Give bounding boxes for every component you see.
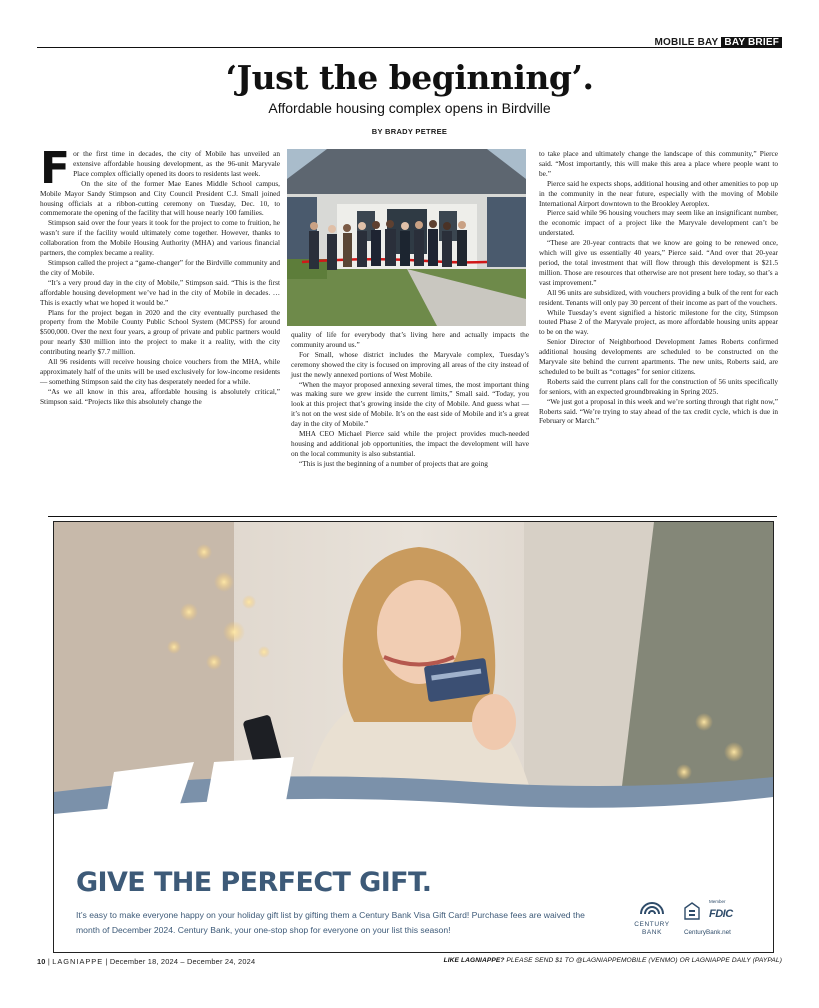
century-bank-logo-icon: [639, 902, 665, 916]
article-paragraph: “It’s a very proud day in the city of Mobile,” Stimpson said. “This is the first affordable housing development we’ve had in the city of Mobile in decades. … This is exactly what we hoped it would be.”: [40, 277, 280, 307]
article-paragraph: Roberts said the current plans call for the construction of 56 units specifically for seniors, with an expected groundbreaking in Spring 2025.: [539, 376, 778, 396]
equal-housing-lender-icon: [684, 902, 700, 920]
article-paragraph: “These are 20-year contracts that we know are going to be renewed once, which will give us essentially 40 years,” Pierce said. “And over that 20-year period, the total investment that will flow through this development is $21.5 million. Those are resources that otherwise are not present here today, so that’s a vast improvement.”: [539, 238, 778, 287]
article-paragraph: For the first time in decades, the city of Mobile has unveiled an extensive affordable housing development, as the 96-unit Maryvale Place complex officially opened its doors to residents last week.: [40, 143, 280, 194]
article-byline: BY BRADY PETREE: [371, 127, 448, 136]
ribbon-cutting-photo: [287, 149, 526, 326]
article-paragraph: to take place and ultimately change the landscape of this community,” Pierce said. “Most importantly, this will make this area a place where people want to be.”: [539, 149, 778, 178]
article-subhead: Affordable housing complex opens in Birdville: [268, 100, 551, 116]
logo-line-1: CENTURY: [634, 921, 670, 928]
article-paragraph: All 96 units are subsidized, with vouchers providing a bulk of the rent for each resident. Tenants will only pay 30 percent of their income as part of the vouchers.: [539, 287, 778, 307]
page-number: 10: [37, 957, 46, 966]
section-label: [655, 37, 782, 48]
article-column-2: [291, 330, 529, 469]
article-paragraph: Plans for the project began in 2020 and the city eventually purchased the property from the Mobile County Public School System (MCPSS) for around $500,000. Over the next four years, a group of private and public partners would pour nearly $30 million into the project to make it a reality, with the city contributing nearly $7.7 million.: [40, 307, 280, 357]
article-paragraph: Stimpson said over the four years it took for the project to come to fruition, he wasn’t sure if the facility would ultimately come together. However, thanks to collaboration from the Mobile Housing Authority (MHA) and various financial partners, the complex became a reality.: [40, 218, 280, 258]
ad-divider: [48, 516, 777, 517]
issue-dates: December 18, 2024 – December 24, 2024: [109, 957, 256, 966]
article-paragraph: “We just got a proposal in this week and we’re sorting through that right now,” Roberts said. “We’re trying to stay ahead of the tax credit cycle, which is due in February or March.”: [539, 396, 778, 426]
article-paragraph: MHA CEO Michael Pierce said while the project provides much-needed housing and additional job opportunities, the impact the development will have on the local community is also substantial.: [291, 429, 529, 458]
article-paragraph: Pierce said he expects shops, additional housing and other amenities to pop up in the community in the near future, especially with the moving of Mobile International Airport downtown to the Brookley Aeroplex.: [539, 178, 778, 208]
article-paragraph: Senior Director of Neighborhood Development James Roberts confirmed additional housing developments are scheduled to be constructed on the Maryvale site behind the current apartments. The new units, Roberts said, are scheduled to be built as “cottages” for senior citizens.: [539, 337, 778, 376]
article-column-1: [40, 143, 280, 407]
ribbon-cutting-illustration: [287, 149, 526, 326]
section-name: MOBILE BAY: [654, 37, 719, 48]
fdic-label: FDIC: [709, 908, 733, 920]
page-footer-right: [444, 957, 782, 964]
century-bank-ad: [53, 521, 774, 953]
article-paragraph: quality of life for everybody that’s living here and actually impacts the community around us.”: [291, 330, 529, 349]
logo-line-2: BANK: [641, 928, 663, 936]
footer-cta-text: PLEASE SEND $1 TO @LAGNIAPPEMOBILE (VENMO) OR LAGNIAPPE DAILY (PAYPAL): [504, 957, 782, 964]
page-footer-left: 10 | LAGNIAPPE | December 18, 2024 – December 24, 2024: [37, 957, 256, 966]
article-paragraph: On the site of the former Mae Eanes Middle School campus, Mobile Mayor Sandy Stimpson and City Council President C.J. Small joined housing officials at a ribbon-cutting ceremony on Tuesday, Dec. 10, to commemorate the opening of the facility that will house nearly 100 families.: [40, 178, 280, 218]
article-paragraph: All 96 residents will receive housing choice vouchers from the MHA, while approximately half of the units will be used exclusively for low-income residents — something Stimpson said the city has desperately needed for a while.: [40, 357, 280, 386]
publication-name: LAGNIAPPE: [52, 957, 104, 966]
ad-gift-card-photo: [54, 522, 773, 852]
article-column-3: [539, 149, 778, 426]
ad-website-link[interactable]: CenturyBank.net: [684, 929, 731, 936]
footer-cta-bold: LIKE LAGNIAPPE?: [443, 957, 505, 964]
article-paragraph: Pierce said while 96 housing vouchers may seem like an insignificant number, the economic impact of a project like the Maryvale development can’t be understated.: [539, 208, 778, 238]
fdic-member-label: Member: [709, 899, 726, 904]
article-paragraph: For Small, whose district includes the Maryvale complex, Tuesday’s ceremony showed the city is focused on improving all areas of the city instead of just the newly annexed portions of West Mobile.: [291, 349, 529, 379]
section-tag: BAY BRIEF: [721, 37, 782, 48]
ad-body-text: It’s easy to make everyone happy on your holiday gift list by gifting them a Century Bank Visa Gift Card! Purchase fees are waived the month of December 2024. Century Bank, your one-stop shop for everyone on your list this season!: [76, 910, 585, 935]
article-paragraph: Stimpson called the project a “game-changer” for the Birdville community and the city of Mobile.: [40, 257, 280, 277]
century-bank-logo: [626, 902, 678, 936]
ad-headline: GIVE THE PERFECT GIFT.: [76, 867, 432, 898]
article-paragraph: While Tuesday’s event signified a historic milestone for the city, Stimpson touted Phase 2 of the Maryvale project, as more affordable housing units appear to be on the way.: [539, 307, 778, 337]
article-paragraph: “As we all know in this area, affordable housing is absolutely critical,” Stimpson said. “Projects like this absolutely change the: [40, 386, 280, 406]
article-headline: ‘Just the beginning’.: [225, 58, 594, 97]
drop-cap: F: [40, 143, 71, 194]
fdic-badge: [709, 899, 733, 922]
article-paragraph: “When the mayor proposed annexing several times, the most important thing was making sure we grew inside the current limits,” Small said. “Today, you look at this project that’s growing inside the city of Mobile. And guess what — it’s not on the west side of Mobile. It’s on the east side of Mobile and it’s a great day in the city of Mobile.”: [291, 379, 529, 429]
article-paragraph: “This is just the beginning of a number of projects that are going: [299, 458, 488, 468]
